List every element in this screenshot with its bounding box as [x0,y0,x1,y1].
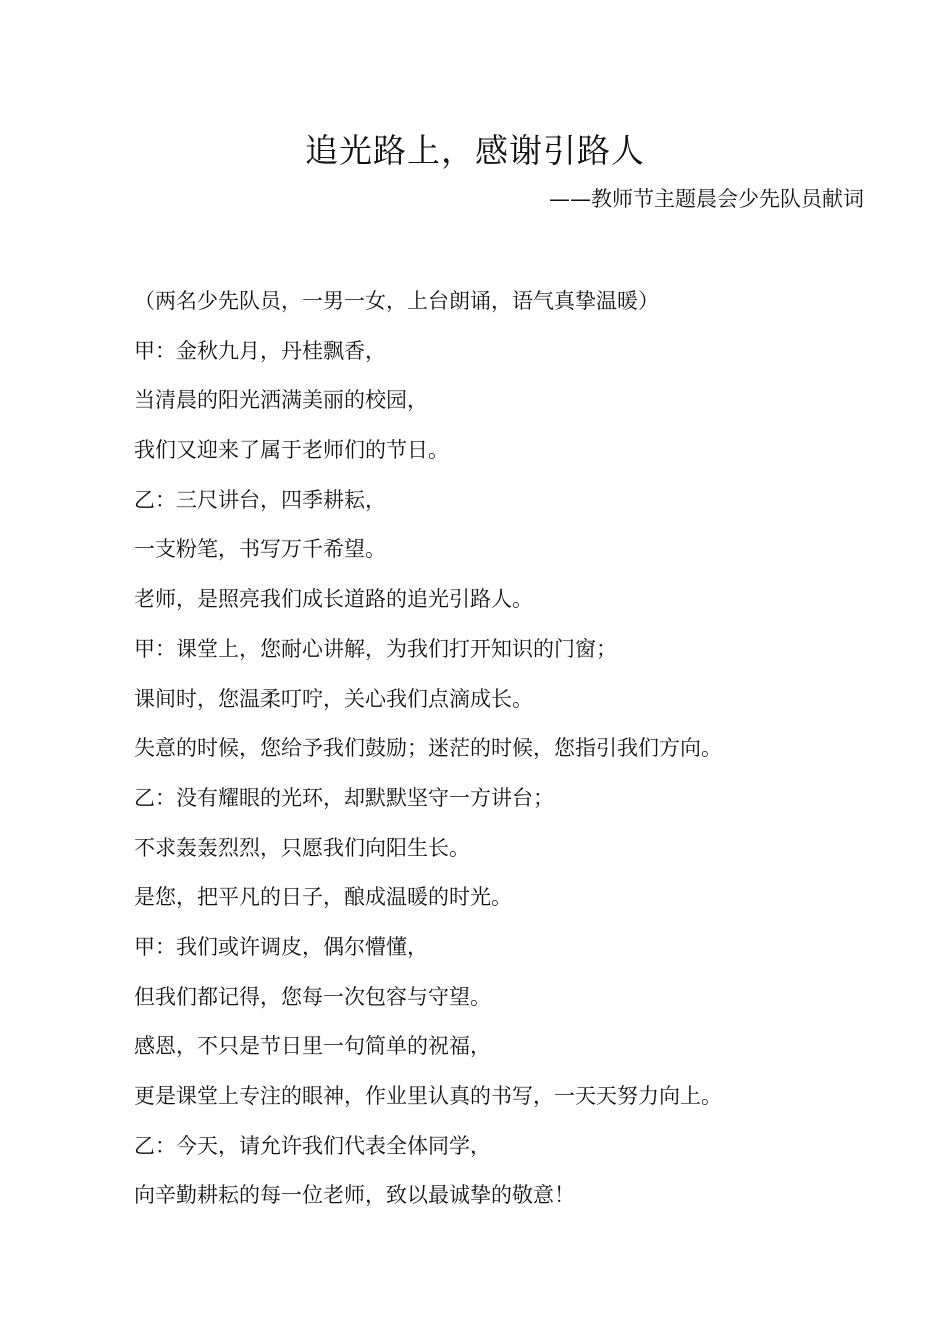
document-title: 追光路上，感谢引路人 [305,131,645,170]
text-line: 感恩，不只是节日里一句简单的祝福， [134,1034,491,1059]
text-line: 但我们都记得，您每一次包容与守望。 [134,984,491,1009]
text-line: 课间时，您温柔叮咛，关心我们点滴成长。 [134,686,533,711]
text-line: 老师，是照亮我们成长道路的追光引路人。 [134,587,533,612]
text-line: 乙：没有耀眼的光环，却默默坚守一方讲台； [134,785,554,810]
text-line: 是您，把平凡的日子，酿成温暖的时光。 [134,885,512,910]
text-line: 甲：课堂上，您耐心讲解，为我们打开知识的门窗； [134,636,617,661]
text-line: 甲：我们或许调皮，偶尔懵懂， [134,934,428,959]
document-subtitle: ——教师节主题晨会少先队员献词 [549,187,864,211]
document-body [134,280,914,1224]
text-line: 甲：金秋九月，丹桂飘香， [134,338,386,363]
text-line: 更是课堂上专注的眼神，作业里认真的书写，一天天努力向上。 [134,1084,722,1108]
text-line: 乙：三尺讲台，四季耕耘， [134,487,386,512]
text-line: 向辛勤耕耘的每一位老师，致以最诚挚的敬意！ [134,1183,575,1208]
text-line: 不求轰轰烈烈，只愿我们向阳生长。 [134,835,470,860]
text-line: 失意的时候，您给予我们鼓励；迷茫的时候，您指引我们方向。 [134,736,722,761]
text-line: 当清晨的阳光洒满美丽的校园， [134,388,428,413]
text-line: 乙：今天，请允许我们代表全体同学， [134,1133,491,1158]
stage-direction: （两名少先队员，一男一女，上台朗诵，语气真挚温暖） [134,289,659,313]
text-line: 一支粉笔，书写万千希望。 [134,537,386,562]
text-line: 我们又迎来了属于老师们的节日。 [134,438,449,463]
